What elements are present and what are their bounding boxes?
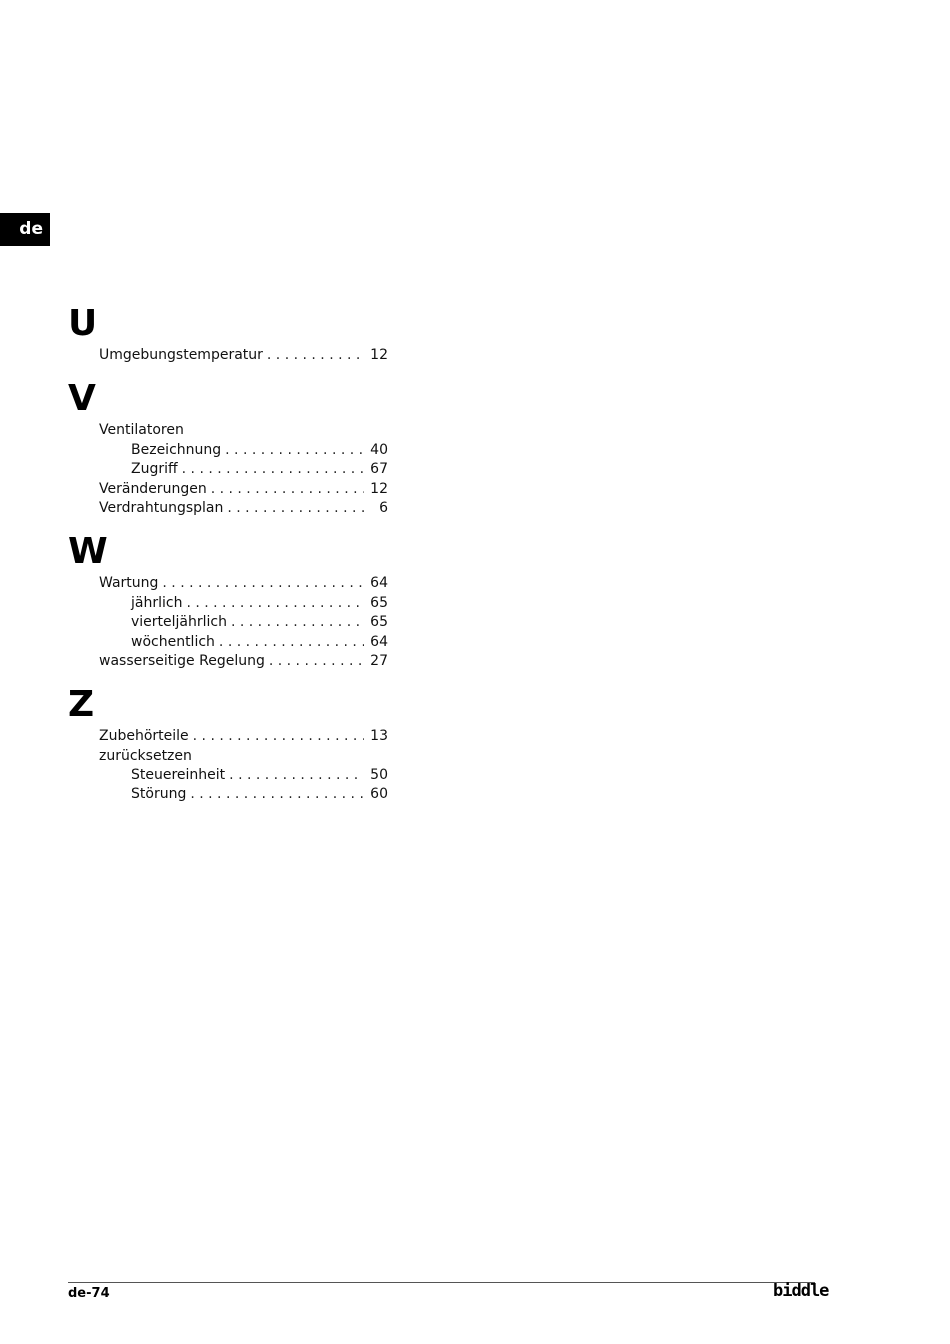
dot-leader — [269, 652, 364, 671]
footer-divider — [68, 1282, 815, 1283]
section-letter: V — [68, 378, 96, 420]
dot-leader — [219, 633, 364, 652]
index-entry — [68, 346, 388, 365]
dot-leader — [211, 480, 364, 499]
entry-page-number: 64 — [370, 633, 388, 650]
entry-page-number: 64 — [370, 575, 388, 592]
entry-list — [68, 727, 388, 805]
index-subentry — [68, 613, 388, 632]
entry-page-number: 12 — [370, 480, 388, 497]
entry-label: jährlich — [131, 594, 183, 611]
entry-label: Ventilatoren — [99, 422, 184, 439]
section-letter: U — [68, 303, 98, 344]
index-entry — [68, 652, 388, 671]
entry-label: vierteljährlich — [131, 614, 227, 631]
entry-page-number: 60 — [370, 786, 388, 803]
dot-leader — [162, 574, 364, 593]
entry-label: Zubehörteile — [99, 728, 189, 745]
index-entry — [68, 480, 388, 499]
index-entry — [68, 421, 388, 440]
dot-leader — [182, 460, 365, 479]
dot-leader — [227, 499, 366, 518]
index-subentry — [68, 460, 388, 479]
index-entry — [68, 727, 388, 746]
entry-page-number: 6 — [379, 499, 388, 516]
entry-label: Störung — [131, 786, 187, 803]
dot-leader — [225, 441, 364, 460]
language-tab: de — [0, 213, 50, 246]
dot-leader — [267, 346, 364, 365]
entry-page-number: 27 — [370, 652, 388, 669]
index-subentry — [68, 785, 388, 804]
entry-label: Steuereinheit — [131, 767, 226, 784]
entry-label: Zugriff — [131, 461, 178, 478]
dot-leader — [193, 727, 365, 746]
entry-label: Wartung — [99, 575, 159, 592]
entry-label: wasserseitige Regelung — [99, 652, 265, 669]
index-section — [68, 532, 388, 671]
entry-label: wöchentlich — [131, 633, 215, 650]
index-section — [68, 304, 388, 365]
section-letter: Z — [68, 684, 95, 726]
index-section — [68, 685, 388, 805]
section-letter: W — [68, 531, 108, 573]
entry-page-number: 65 — [370, 594, 388, 611]
entry-page-number: 12 — [370, 347, 388, 363]
brand-logo: biddle — [773, 1281, 829, 1301]
entry-label: Veränderungen — [99, 480, 207, 497]
entry-page-number: 40 — [370, 441, 388, 458]
index-subentry — [68, 633, 388, 652]
dot-leader — [231, 613, 364, 632]
alphabetical-index — [68, 304, 388, 819]
entry-page-number: 13 — [370, 728, 388, 745]
entry-list — [68, 574, 388, 671]
entry-label: Bezeichnung — [131, 441, 222, 458]
index-entry — [68, 747, 388, 766]
entry-label: Verdrahtungsplan — [99, 499, 224, 516]
entry-list — [68, 421, 388, 518]
entry-page-number: 67 — [370, 461, 388, 478]
dot-leader — [190, 785, 364, 804]
entry-page-number: 65 — [370, 614, 388, 631]
index-entry — [68, 499, 388, 518]
entry-page-number: 50 — [370, 767, 388, 784]
index-subentry — [68, 594, 388, 613]
page-number: de-74 — [68, 1286, 110, 1301]
dot-leader — [186, 594, 364, 613]
index-subentry — [68, 441, 388, 460]
dot-leader — [229, 766, 364, 785]
entry-label: Umgebungstemperatur — [99, 347, 263, 363]
index-entry — [68, 574, 388, 593]
index-section — [68, 379, 388, 518]
entry-label: zurücksetzen — [99, 747, 192, 764]
entry-list — [68, 346, 388, 365]
index-subentry — [68, 766, 388, 785]
